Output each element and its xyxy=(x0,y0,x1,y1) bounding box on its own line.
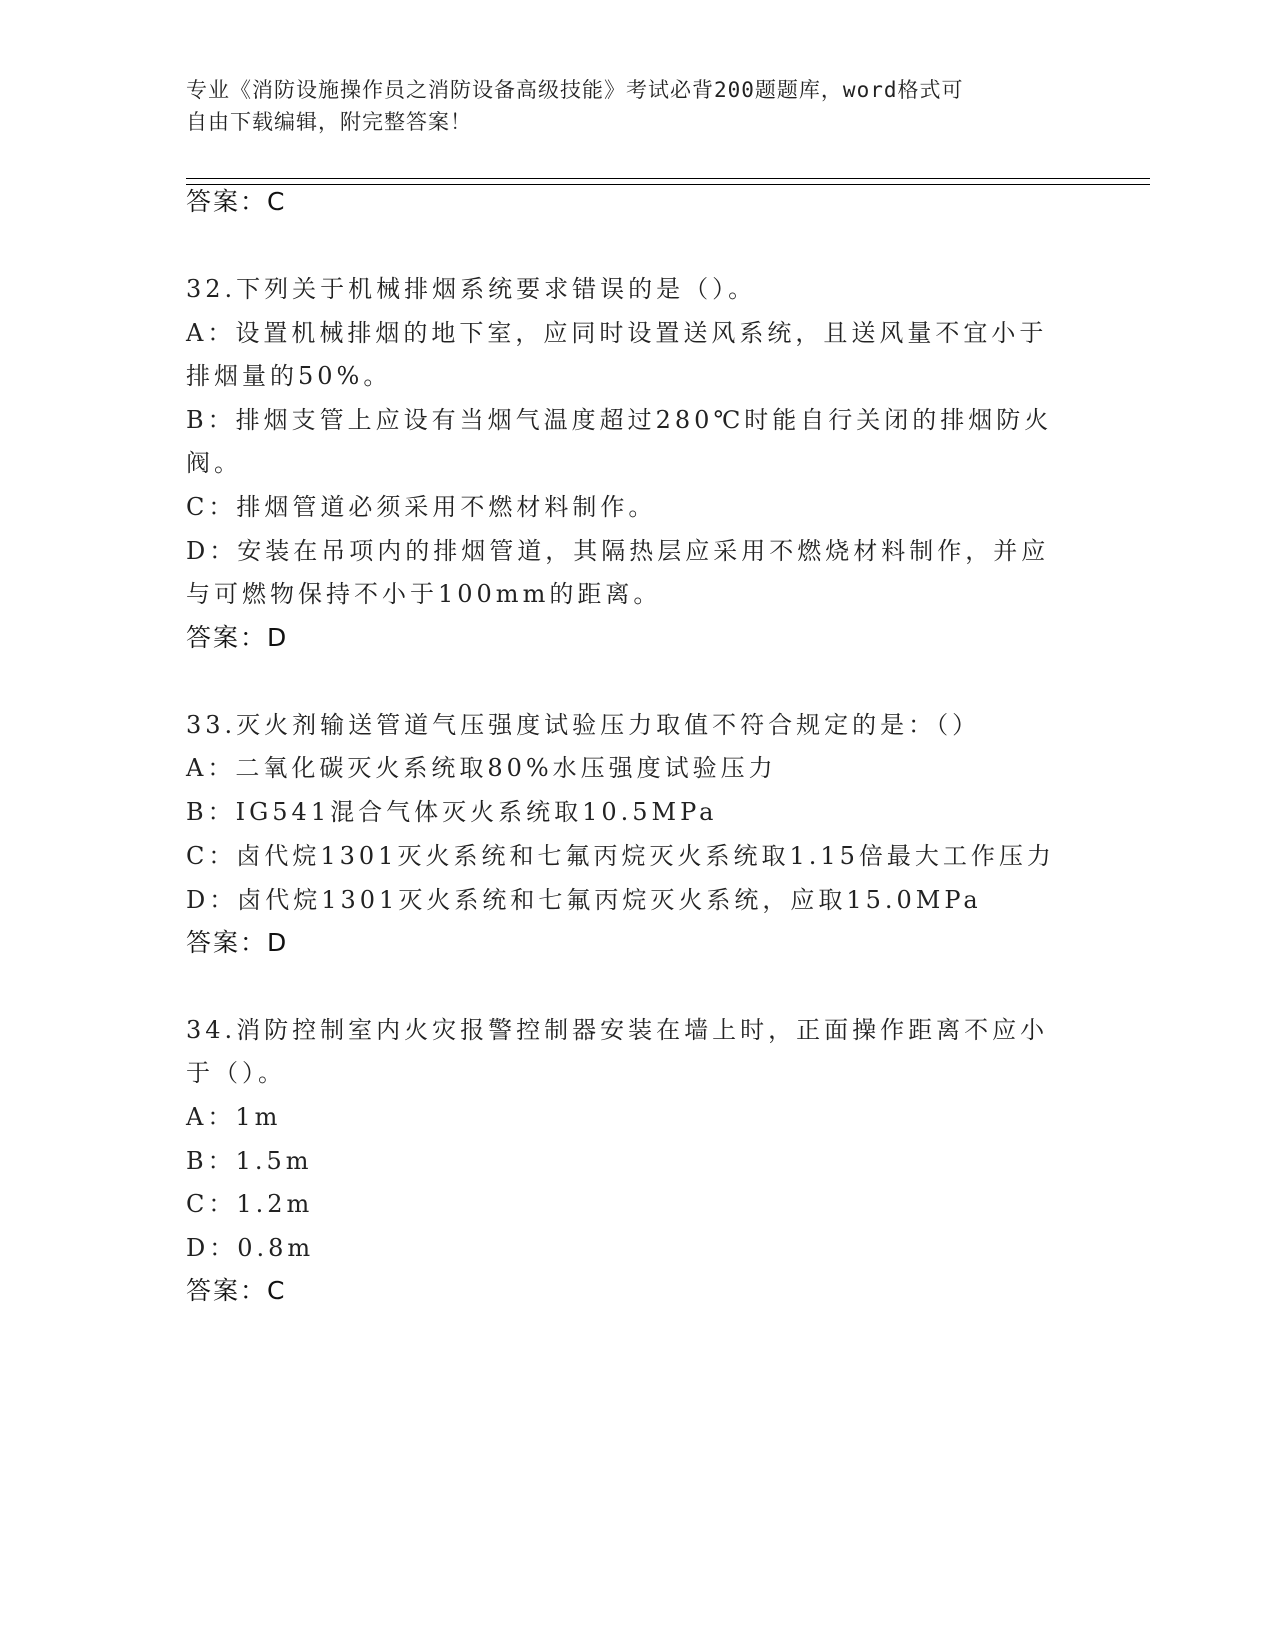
question-33-option-d: D：卤代烷1301灭火系统和七氟丙烷灭火系统，应取15.0MPa xyxy=(186,886,982,914)
question-32-option-b: B：排烟支管上应设有当烟气温度超过280℃时能自行关闭的排烟防火 xyxy=(186,406,1053,434)
header-divider-top xyxy=(186,178,1150,179)
question-32-option-a: A：设置机械排烟的地下室，应同时设置送风系统，且送风量不宜小于 xyxy=(186,319,1048,347)
document-header xyxy=(186,74,1086,138)
header-divider-bottom xyxy=(186,184,1150,185)
question-32-option-d-cont: 与可燃物保持不小于100mm的距离。 xyxy=(186,580,662,608)
question-34-answer: 答案：C xyxy=(186,1276,287,1305)
answer-top: 答案：C xyxy=(186,187,287,216)
header-line-2: 自由下载编辑，附完整答案！ xyxy=(186,110,472,134)
question-33-option-b: B：IG541混合气体灭火系统取10.5MPa xyxy=(186,798,718,826)
question-32-option-d: D：安装在吊项内的排烟管道，其隔热层应采用不燃烧材料制作，并应 xyxy=(186,537,1050,565)
question-32-stem: 32.下列关于机械排烟系统要求错误的是（）。 xyxy=(186,275,757,303)
question-34-option-d: D：0.8m xyxy=(186,1234,315,1262)
question-33-option-c: C：卤代烷1301灭火系统和七氟丙烷灭火系统取1.15倍最大工作压力 xyxy=(186,842,1055,870)
header-line-1: 专业《消防设施操作员之消防设备高级技能》考试必背200题题库，word格式可 xyxy=(186,78,964,102)
question-32-option-c: C：排烟管道必须采用不燃材料制作。 xyxy=(186,493,657,521)
question-32-option-b-cont: 阀。 xyxy=(186,449,242,477)
question-34-option-c: C：1.2m xyxy=(186,1190,314,1218)
question-32-answer: 答案：D xyxy=(186,623,289,652)
question-33-answer: 答案：D xyxy=(186,928,289,957)
question-32-option-a-cont: 排烟量的50%。 xyxy=(186,362,392,390)
question-34-option-b: B：1.5m xyxy=(186,1147,313,1175)
question-34-option-a: A：1m xyxy=(186,1103,282,1131)
question-34-stem-cont: 于（）。 xyxy=(186,1059,286,1087)
question-33-stem: 33.灭火剂输送管道气压强度试验压力取值不符合规定的是：（） xyxy=(186,711,981,739)
question-34-stem: 34.消防控制室内火灾报警控制器安装在墙上时，正面操作距离不应小 xyxy=(186,1016,1049,1044)
question-33-option-a: A：二氧化碳灭火系统取80%水压强度试验压力 xyxy=(186,754,777,782)
